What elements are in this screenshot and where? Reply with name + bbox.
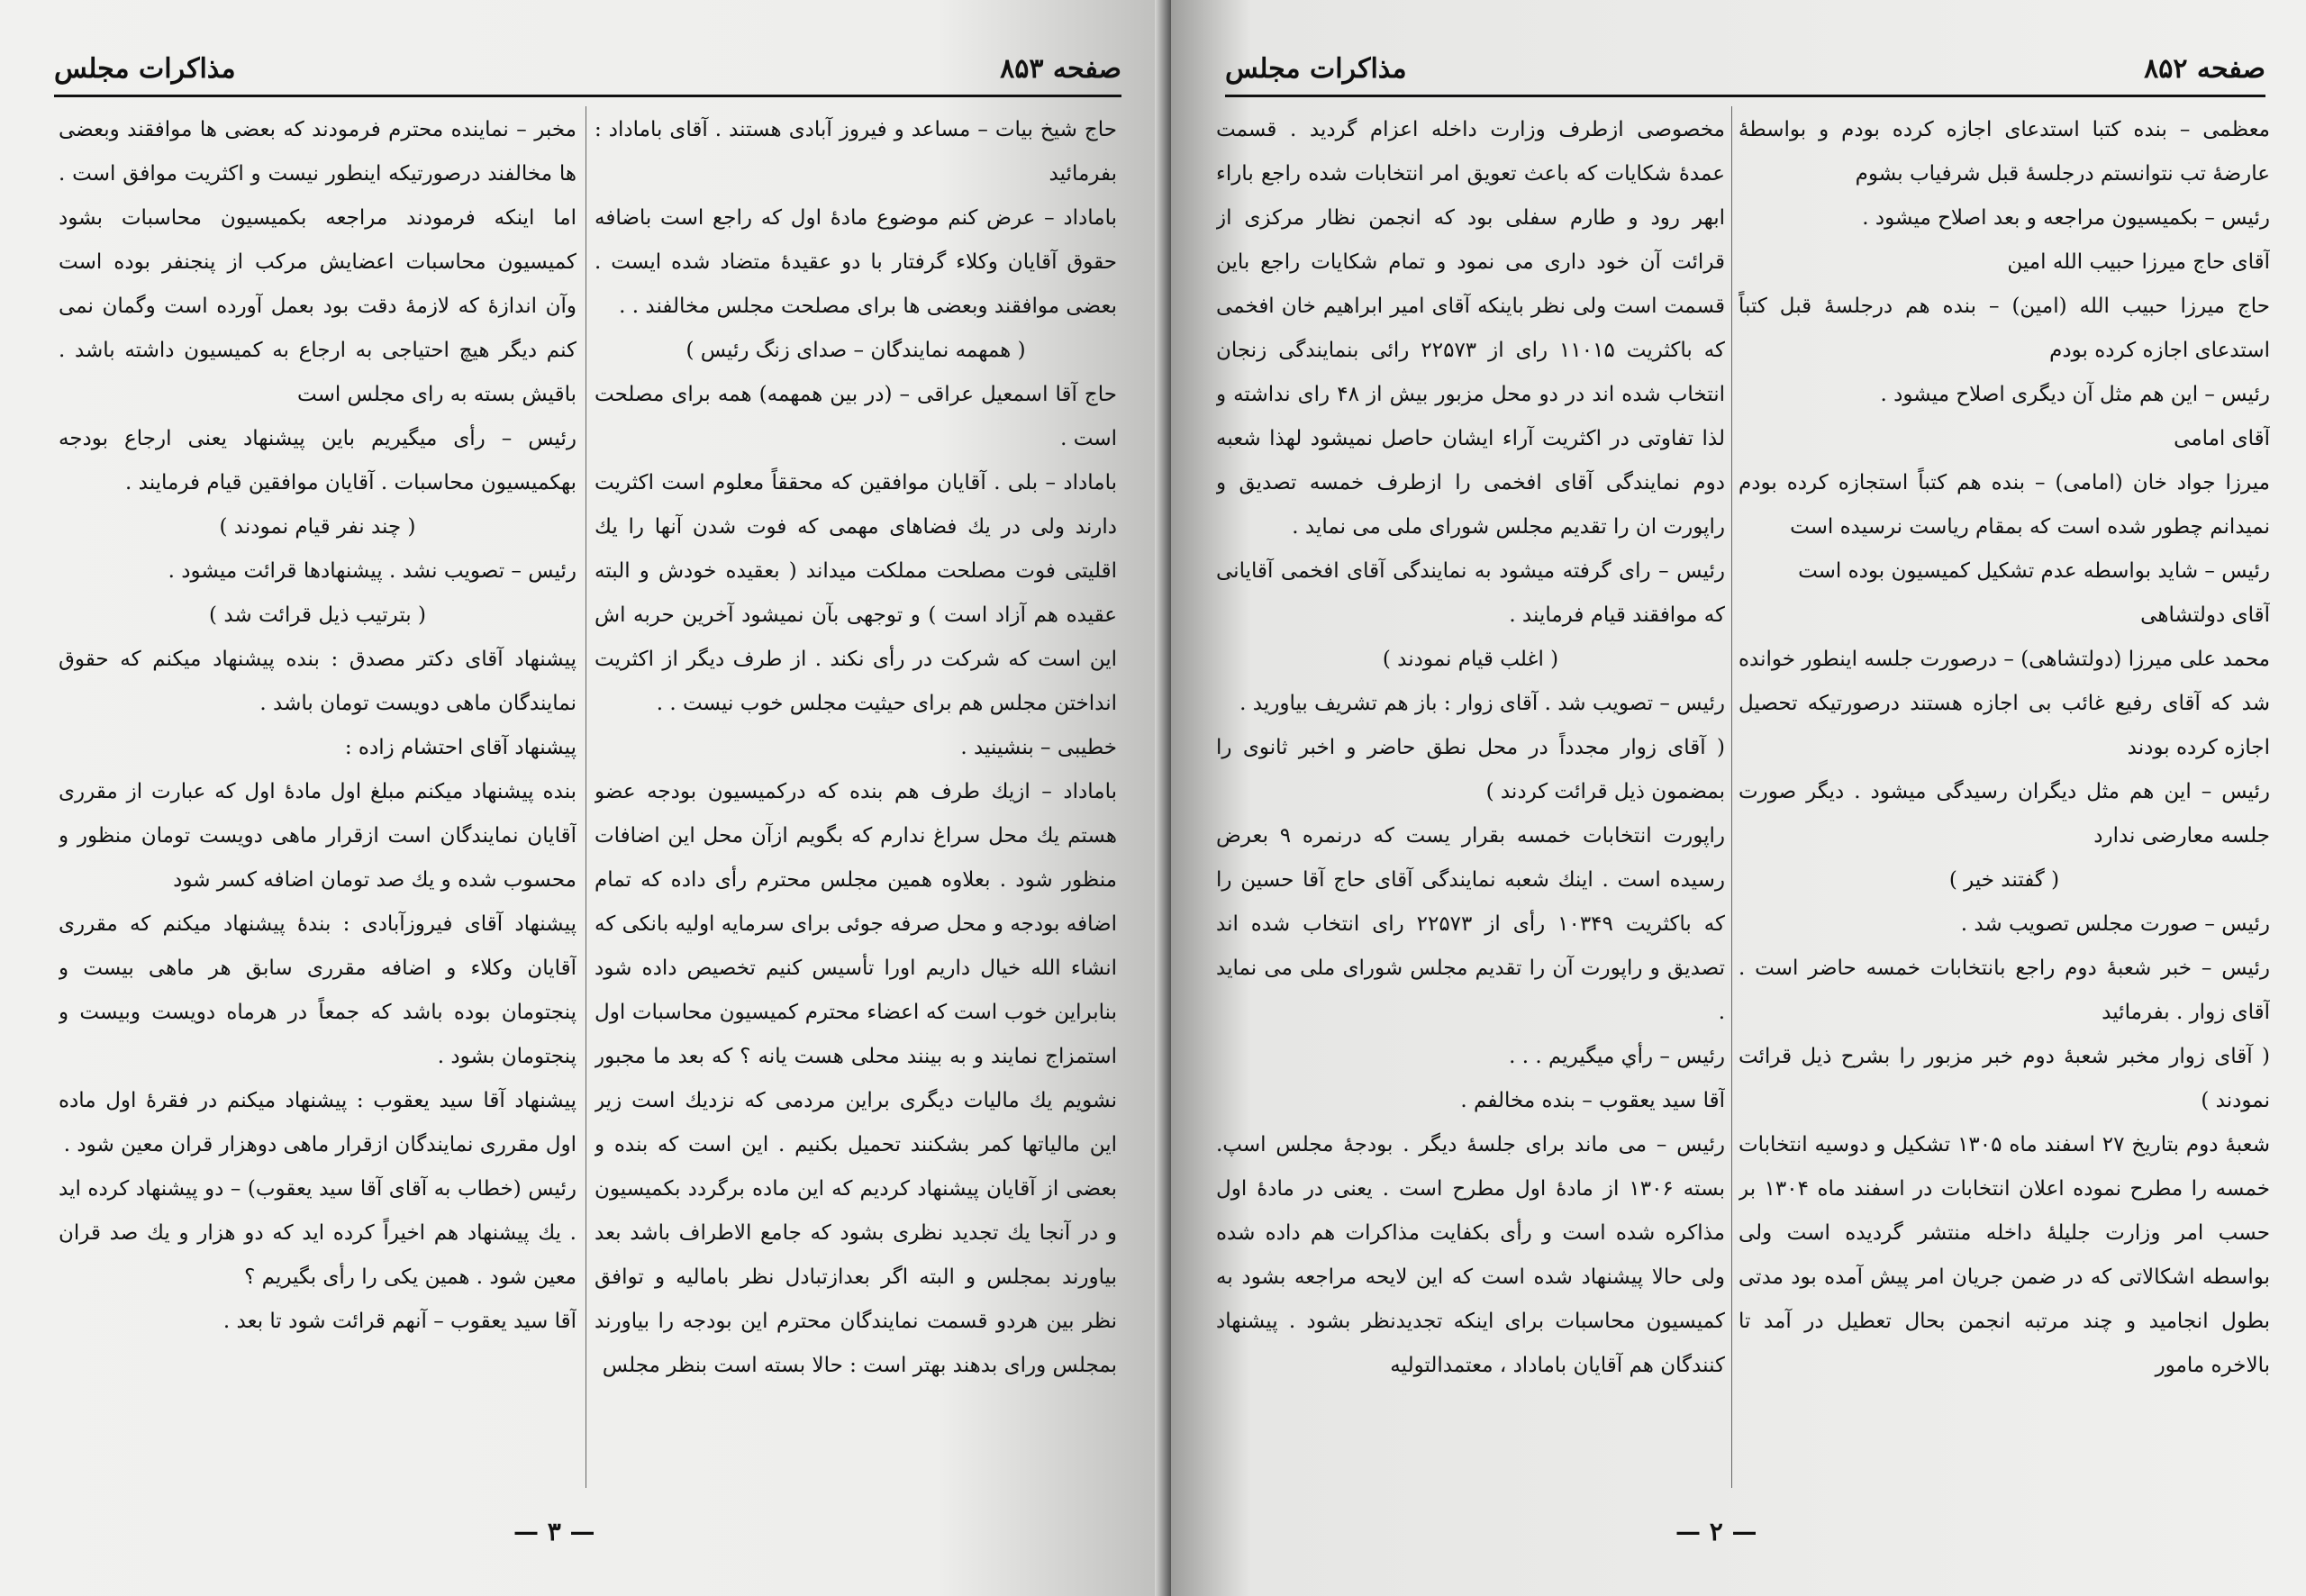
paragraph: پیشنهاد آقای احتشام زاده : (344, 736, 576, 759)
paragraph: پیشنهاد آقای فیروزآبادی : بندهٔ پیشنهاد میکنم که مقرری آقایان وکلاء و اضافه مقرری سابق هر ماهی بیست و پنجتومان بوده باشد که جمعاً در هرماه دویست وبیست و پنجتومان بشود . (59, 912, 576, 1068)
paragraph: رئیس – رای گرفته میشود به نمایندگی آقای افخمی آقایانی که موافقند قیام فرمایند . (1216, 559, 1725, 627)
paragraph: خطیبی – بنشینید . (960, 736, 1117, 759)
paragraph: حاج آقا اسمعیل عراقی – (در بین همهمه) همه برای مصلحت است . (595, 383, 1117, 450)
paragraph: رئیس – خبر شعبهٔ دوم راجع بانتخابات خمسه حاضر است . آقای زوار . بفرمائید (1739, 957, 2270, 1024)
paragraph: باماداد – بلی . آقایان موافقین که محققاً معلوم است اکثریت دارند ولی در یك فضاهای مهمی که فوت شدن آنها را یك اقلیتی فوت مصلحت مملکت میداند ( بعقیده خودش و البته عقیده هم آزاد است ) و توجهی بآن نمیشود آخرین حربه اش این است که شرکت در رأی نکند . از طرف دیگر از اکثریت انداختن مجلس هم برای حیثیت مجلس خوب نیست . . (595, 471, 1117, 715)
paragraph: رئیس – رأی میگیریم باین پیشنهاد یعنی ارجاع بودجه بهکمیسیون محاسبات . آقایان موافقین قیام فرمایند . (59, 427, 576, 494)
paragraph: راپورت انتخابات خمسه بقرار یست که درنمره ۹ بعرض رسیده است . اینك شعبه نمایندگی آقای حاج آقا حسین را که باکثریت ۱۰۳۴۹ رأی از ۲۲۵۷۳ رای انتخاب شده اند تصدیق و راپورت آن را تقدیم مجلس شورای ملی می نماید . (1216, 824, 1725, 1024)
column-divider (1731, 106, 1732, 1488)
paragraph: محمد علی میرزا (دولتشاهی) – درصورت جلسه اینطور خوانده شد که آقای رفیع غائب بی اجازه هستند درصورتیکه تحصیل اجازه کرده بودند (1739, 648, 2270, 759)
header-rule (1225, 95, 2265, 97)
left-page-left-column (59, 108, 576, 1497)
paragraph: رئیس (خطاب به آقای آقا سید یعقوب) – دو پیشنهاد کرده اید . یك پیشنهاد هم اخیراً کرده اید که دو هزار و یك صد قران معین شود . همین یکی را رأی بگیریم ؟ (59, 1177, 576, 1289)
paragraph: رئیس – می ماند برای جلسهٔ دیگر . بودجهٔ مجلس اسپ. بسته ۱۳۰۶ از مادهٔ اول مطرح است . یعنی در مادهٔ اول مذاکره شده است و رأی بکفایت مذاکرات هم داده شده ولی حالا پیشنهاد شده است که این لایحه مراجعه بشود به کمیسیون محاسبات برای اینکه تجدیدنظر بشود . پیشنهاد کنندگان هم آقایان باماداد ، معتمدالتولیه (1216, 1133, 1725, 1377)
right-page (1171, 0, 2306, 1596)
paragraph: ( اغلب قیام نمودند ) (1382, 648, 1559, 671)
paragraph: رئیس – تصویب شد . آقای زوار : باز هم تشریف بیاورید . (1239, 692, 1725, 715)
paragraph: میرزا جواد خان (امامی) – بنده هم کتباً استجازه کرده بودم نمیدانم چطور شده است که بمقام ریاست نرسیده است (1739, 471, 2270, 539)
page-number: — ۲ — (1675, 1517, 1757, 1546)
paragraph: باماداد – عرض کنم موضوع مادهٔ اول که راجع است باضافه حقوق آقایان وکلاء گرفتار با دو عقیدهٔ متضاد شده ایست . بعضی موافقند وبعضی ها برای مصلحت مجلس مخالفند . . (595, 206, 1117, 318)
paragraph: حاج شیخ بیات – مساعد و فیروز آبادی هستند . آقای باماداد : بفرمائید (595, 118, 1117, 186)
paragraph: حاج میرزا حبیب الله (امین) – بنده هم درجلسهٔ قبل کتباً استدعای اجازه کرده بودم (1739, 295, 2270, 362)
paragraph: رئیس – صورت مجلس تصویب شد . (1960, 912, 2270, 936)
paragraph: رئیس – شاید بواسطه عدم تشکیل کمیسیون بوده است (1798, 559, 2270, 583)
paragraph: رئیس – بکمیسیون مراجعه و بعد اصلاح میشود . (1862, 206, 2270, 230)
page-number: — ۳ — (513, 1517, 595, 1546)
paragraph: رئیس – رأي میگیریم . . . (1509, 1045, 1725, 1068)
paragraph: آقا سید یعقوب – آنهم قرائت شود تا بعد . (222, 1310, 576, 1333)
page-label: صفحه ۸۵۲ (2144, 52, 2265, 85)
paragraph: ( چند نفر قیام نمودند ) (219, 515, 416, 539)
paragraph: آقای دولتشاهی (2140, 603, 2270, 627)
paragraph: ( آقای زوار مجدداً در محل نطق حاضر و اخبر ثانوی را بمضمون ذیل قرائت کردند ) (1216, 736, 1725, 803)
header-title: مذاکرات مجلس (54, 52, 236, 85)
right-page-right-column (1739, 108, 2270, 1497)
page-header (1225, 47, 2265, 90)
paragraph: آقای امامی (2174, 427, 2270, 450)
paragraph: رئیس – تصویب نشد . پیشنهادها قرائت میشود . (168, 559, 576, 583)
paragraph: ( همهمه نمایندگان – صدای زنگ رئیس ) (685, 339, 1026, 362)
page-header (54, 47, 1121, 90)
paragraph: رئیس – این هم مثل دیگران رسیدگی میشود . دیگر صورت جلسه معارضی ندارد (1739, 780, 2270, 848)
paragraph: ( آقای زوار مخبر شعبهٔ دوم خبر مزبور را بشرح ذیل قرائت نمودند ) (1739, 1045, 2270, 1112)
paragraph: پیشنهاد آقا سید یعقوب : پیشنهاد میکنم در فقرهٔ اول ماده اول مقرری نمایندگان ازقرار ماهی دوهزار قران معین شود . (59, 1089, 576, 1156)
paragraph: رئیس – این هم مثل آن دیگری اصلاح میشود . (1880, 383, 2270, 406)
left-page-right-column (595, 108, 1117, 1497)
paragraph: آقا سید یعقوب – بنده مخالفم . (1460, 1089, 1725, 1112)
paragraph: شعبهٔ دوم بتاریخ ۲۷ اسفند ماه ۱۳۰۵ تشکیل و دوسیه انتخابات خمسه را مطرح نموده اعلان انتخابات در اسفند ماه ۱۳۰۴ بر حسب امر وزارت جلیلهٔ داخله منتشر گردیده است ولی بواسطه اشکالاتی که در ضمن جریان امر پیش آمده بود مدتی بطول انجامید و چند مرتبه انجمن بحال تعطیل در آمد تا بالاخره مامور (1739, 1133, 2270, 1377)
paragraph: آقای حاج میرزا حبیب الله امین (2007, 250, 2270, 274)
paragraph: پیشنهاد آقای دکتر مصدق : بنده پیشنهاد میکنم که حقوق نمایندگان ماهی دویست تومان باشد . (59, 648, 576, 715)
paragraph: ( بترتیب ذیل قرائت شد ) (209, 603, 426, 627)
right-page-left-column (1216, 108, 1725, 1497)
paragraph: معظمی – بنده کتبا استدعای اجازه کرده بودم و بواسطهٔ عارضهٔ تب نتوانستم درجلسهٔ قبل شرفیاب بشوم (1739, 118, 2270, 186)
paragraph: ( گفتند خیر ) (1948, 868, 2060, 892)
page-label: صفحه ۸۵۳ (1000, 52, 1121, 85)
paragraph: باماداد – ازیك طرف هم بنده که درکمیسیون بودجه عضو هستم یك محل سراغ ندارم که بگویم ازآن محل این اضافات منظور شود . بعلاوه همین مجلس محترم رأی داده که تمام اضافه بودجه و محل صرفه جوئی برای سرمایه اولیه بانکی که انشاء الله خیال داریم اورا تأسیس کنیم تخصیص داده شود بنابراین خوب است که اعضاء محترم کمیسیون محاسبات اول استمزاج نمایند و به بینند محلی هست یانه ؟ که بعد ما مجبور نشویم یك مالیات دیگری براین مردمی که نزدیك است زیر این مالیاتها کمر بشکنند تحمیل بکنیم . این است که بنده و بعضی از آقایان پیشنهاد کردیم که این ماده برگردد بکمیسیون و در آنجا یك تجدید نظری بشود که جامع الاطراف باشد بعد بیاورند بمجلس و البته اگر بعدازتبادل نظر بامالیه و توافق نظر بین هردو قسمت نمایندگان محترم این بودجه را بیاورند بمجلس ورای بدهند بهتر است : حالا بسته است بنظر مجلس (595, 780, 1117, 1377)
paragraph: بنده پیشنهاد میکنم مبلغ اول مادهٔ اول که عبارت از مقرری آقایان نمایندگان است ازقرار ماهی دویست تومان منظور و محسوب شده و یك صد تومان اضافه کسر شود (59, 780, 576, 892)
header-rule (54, 95, 1121, 97)
paragraph: مخبر – نماینده محترم فرمودند که بعضی ها موافقند وبعضی ها مخالفند درصورتیکه اینطور نیست و اکثریت موافق است . اما اینکه فرمودند مراجعه بکمیسیون محاسبات بشود کمیسیون محاسبات اعضایش مرکب از پنجنفر بوده است وآن اندازهٔ که لازمهٔ دقت بود بعمل آورده است وگمان نمی کنم دیگر هیچ احتیاجی به ارجاع به کمیسیون داشته باشد . باقیش بسته به رای مجلس است (59, 118, 576, 406)
paragraph: مخصوصی ازطرف وزارت داخله اعزام گردید . قسمت عمدهٔ شکایات که باعث تعویق امر انتخابات شده راجع باراء ابهر رود و طارم سفلی بود که انجمن نظار مرکزی از قرائت آن خود داری می نمود و تمام شکایات راجع باین قسمت است ولی نظر باینکه آقای امیر ابراهیم خان افخمی که باکثریت ۱۱۰۱۵ رای از ۲۲۵۷۳ رائی بنمایندگی زنجان انتخاب شده اند در دو محل مزبور بیش از ۴۸ رای نداشته و لذا تفاوتی در اکثریت آراء ایشان حاصل نمیشود لهذا شعبه دوم نمایندگی آقای افخمی را ازطرف خمسه تصدیق و راپورت ان را تقدیم مجلس شورای ملی می نماید . (1216, 118, 1725, 539)
header-title: مذاکرات مجلس (1225, 52, 1407, 85)
